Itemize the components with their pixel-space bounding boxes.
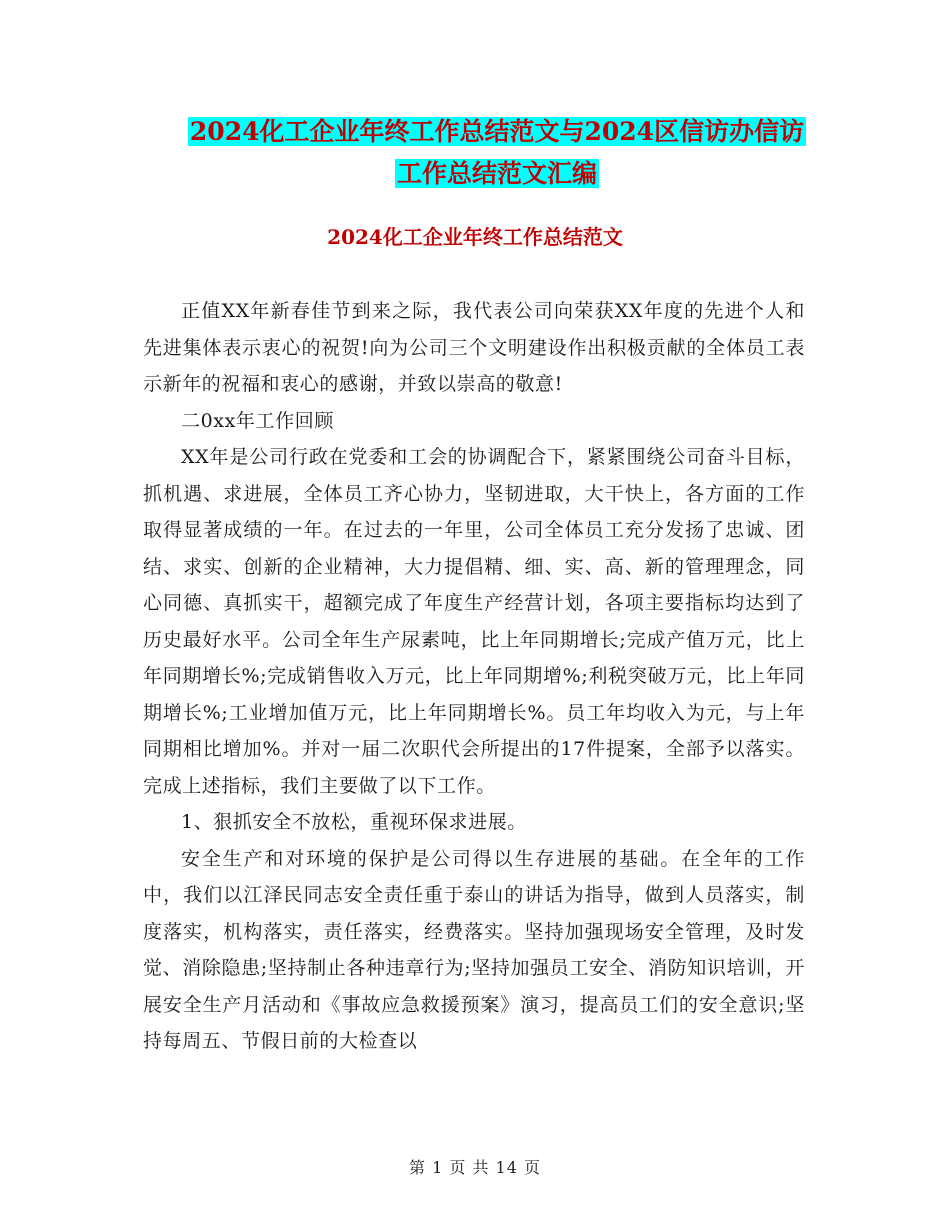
paragraph: 安全生产和对环境的保护是公司得以生存进展的基础。在全年的工作中，我们以江泽民同志安全责任重于泰山的讲话为指导，做到人员落实，制度落实，机构落实，责任落实，经费落实。坚持加强现场安全管理，及时发觉、消除隐患;坚持制止各种违章行为;坚持加强员工安全、消防知识培训，开展安全生产月活动和《事故应急救援预案》演习，提高员工们的安全意识;坚持每周五、节假日前的大检查以 bbox=[143, 847, 805, 1052]
title-highlight-2: 工作总结范文汇编 bbox=[396, 159, 597, 188]
title-highlight-1: 2024化工企业年终工作总结范文与2024区信访办信访 bbox=[189, 117, 805, 146]
paragraph: 二0xx年工作回顾 bbox=[181, 409, 334, 432]
page-footer: 第 1 页 共 14 页 bbox=[409, 1158, 541, 1177]
paragraph: 正值XX年新春佳节到来之际，我代表公司向荣获XX年度的先进个人和先进集体表示衷心的祝贺!向为公司三个文明建设作出积极贡献的全体员工表示新年的祝福和衷心的感谢，并致以崇高的敬意! bbox=[143, 300, 805, 395]
document-title-line-1 bbox=[22, 114, 950, 150]
section-title: 2024化工企业年终工作总结范文 bbox=[327, 225, 623, 249]
document-title-line-2 bbox=[22, 156, 950, 192]
body-text bbox=[143, 293, 805, 1060]
paragraph: XX年是公司行政在党委和工会的协调配合下，紧紧围绕公司奋斗目标，抓机遇、求进展，全体员工齐心协力，坚韧进取，大干快上，各方面的工作取得显著成绩的一年。在过去的一年里，公司全体员工充分发扬了忠诚、团结、求实、创新的企业精神，大力提倡精、细、实、高、新的管理理念，同心同德、真抓实干，超额完成了年度生产经营计划，各项主要指标均达到了历史最好水平。公司全年生产尿素吨，比上年同期增长;完成产值万元，比上年同期增长%;完成销售收入万元，比上年同期增%;利税突破万元，比上年同期增长%;工业增加值万元，比上年同期增长%。员工年均收入为元，与上年同期相比增加%。并对一届二次职代会所提出的17件提案，全部予以落实。完成上述指标，我们主要做了以下工作。 bbox=[143, 446, 805, 797]
paragraph: 1、狠抓安全不放松，重视环保求进展。 bbox=[181, 811, 527, 833]
